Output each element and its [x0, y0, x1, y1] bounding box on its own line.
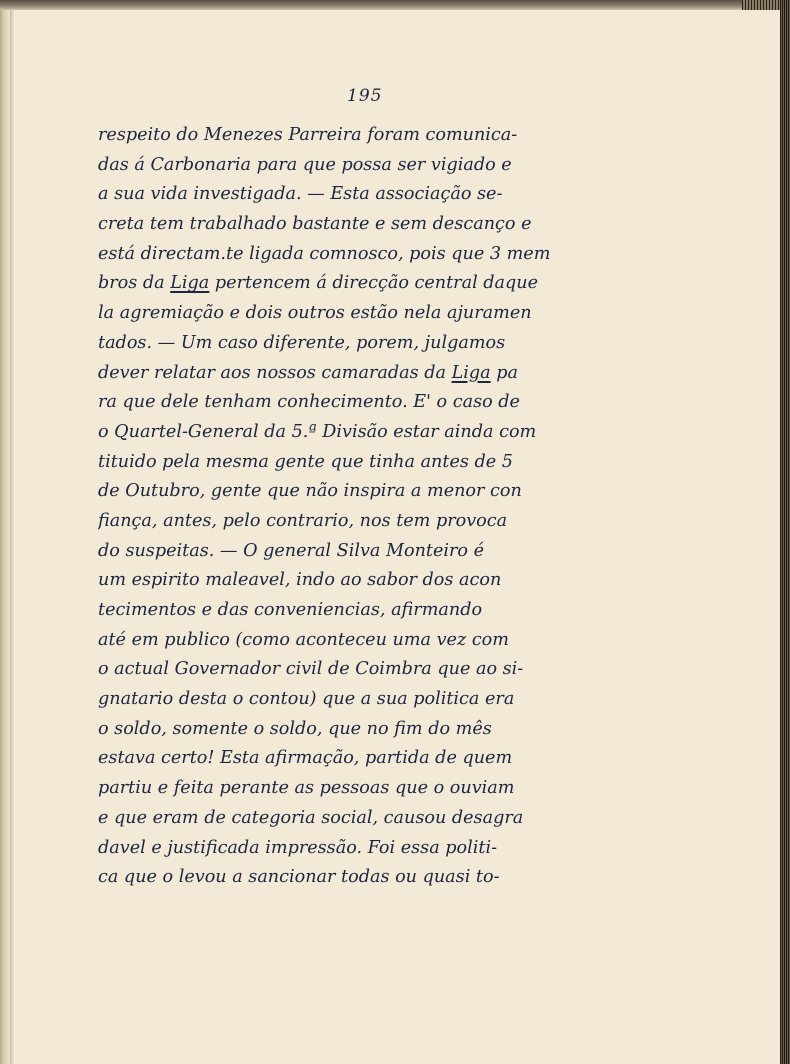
text-line: estava certo! Esta afirmação, partida de quem: [98, 748, 513, 769]
text-line: o Quartel-General da 5.ª Divisão estar ainda com: [98, 421, 537, 442]
text-line: tados. — Um caso diferente, porem, julgamos: [98, 332, 506, 353]
text-line: bros da Liga pertencem á direcção central daque: [98, 273, 539, 294]
page-stack-top: [742, 0, 780, 10]
text-line: o soldo, somente o soldo, que no fim do mês: [98, 718, 492, 739]
underlined-word: Liga: [170, 273, 210, 294]
text-line: a sua vida investigada. — Esta associação se-: [98, 184, 503, 205]
handwritten-text-block: [98, 121, 636, 893]
text-line: fiança, antes, pelo contrario, nos tem provoca: [98, 510, 508, 531]
text-line: o actual Governador civil de Coimbra que ao si-: [98, 659, 524, 680]
page-stack-edge: [780, 0, 790, 1064]
underlined-word: Liga: [451, 362, 491, 383]
scan-top-edge: [0, 0, 790, 10]
binding-gutter: [10, 0, 14, 1064]
text-line: davel e justificada impressão. Foi essa politi-: [98, 837, 498, 858]
page-number: 195: [347, 86, 383, 106]
text-line: está directam.te ligada comnosco, pois que 3 mem: [98, 243, 551, 264]
text-line: respeito do Menezes Parreira foram comunica-: [98, 125, 518, 145]
text-line: tecimentos e das conveniencias, afirmando: [98, 600, 483, 620]
text-line: creta tem trabalhado bastante e sem descanço e: [98, 214, 532, 235]
text-line: partiu e feita perante as pessoas que o ouviam: [98, 778, 515, 799]
text-line: um espirito maleavel, indo ao sabor dos acon: [98, 570, 502, 591]
text-line: de Outubro, gente que não inspira a menor con: [98, 481, 522, 502]
text-line: ra que dele tenham conhecimento. E' o caso de: [98, 392, 520, 413]
text-line: la agremiação e dois outros estão nela ajuramen: [98, 303, 532, 324]
text-line: do suspeitas. — O general Silva Monteiro é: [98, 540, 485, 561]
text-line: tituido pela mesma gente que tinha antes de 5: [98, 451, 513, 472]
text-line: dever relatar aos nossos camaradas da Liga pa: [98, 362, 518, 383]
text-line: até em publico (como aconteceu uma vez com: [98, 629, 509, 650]
text-line: das á Carbonaria para que possa ser vigiado e: [98, 154, 512, 175]
binding-shadow: [0, 0, 10, 1064]
text-line: e que eram de categoria social, causou desagra: [98, 807, 524, 828]
text-line: gnatario desta o contou) que a sua politica era: [98, 689, 515, 710]
text-line: ca que o levou a sancionar todas ou quasi to-: [98, 867, 500, 888]
